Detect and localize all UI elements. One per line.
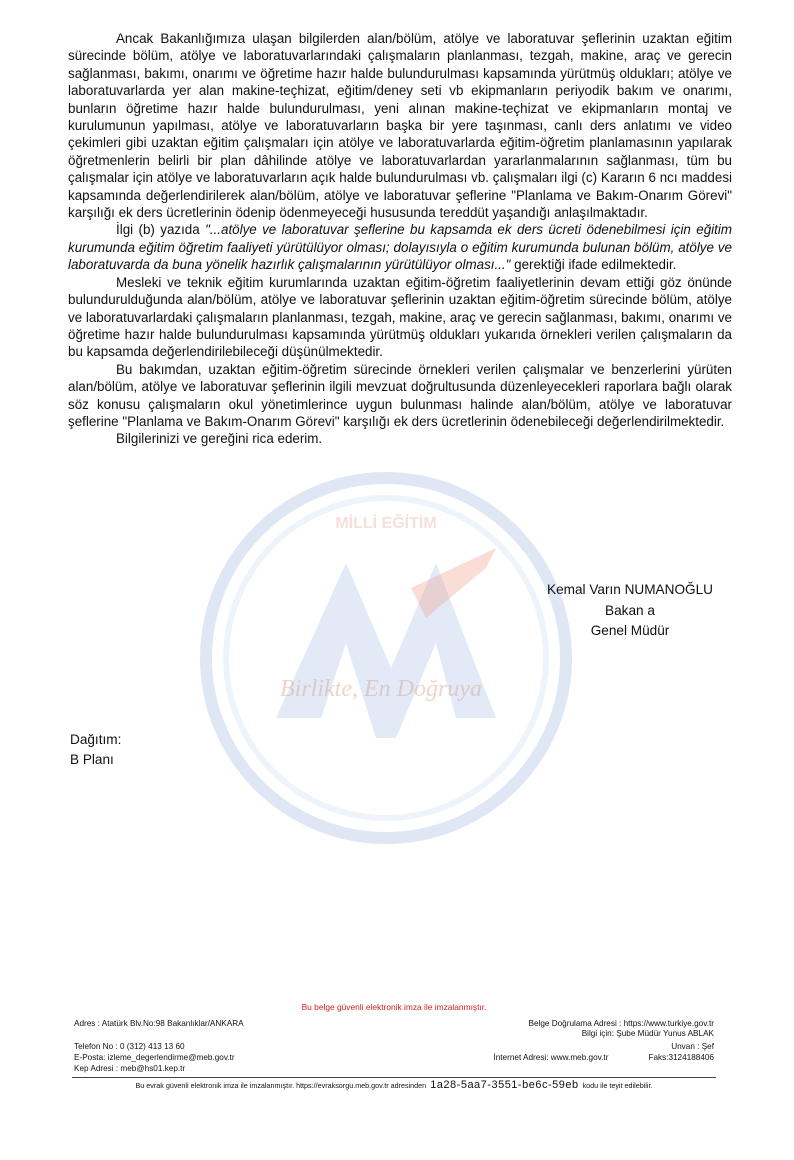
footer-address: Adres : Atatürk Blv.No:98 Bakanlıklar/ANKARA [74,1018,244,1028]
distribution-label: Dağıtım: [70,732,122,747]
e-signature-notice: Bu belge güvenli elektronik imza ile imzalanmıştır. [301,1002,487,1012]
footer-divider [72,1077,716,1078]
verification-prefix: Bu evrak güvenli elektronik imza ile imzalanmıştır. https://evraksorgu.meb.gov.tr adresinden [135,1081,427,1091]
paragraph-2 [68,221,732,273]
closing-line: Bilgilerinizi ve gereğini rica ederim. [116,431,323,447]
verification-suffix: kodu ile teyit edilebilir. [582,1081,653,1091]
watermark-top-text: MİLLİ EĞİTİM [335,515,437,532]
distribution-item: B Planı [70,752,114,767]
signatory-name: Kemal Varın NUMANOĞLU [547,582,713,597]
footer-info-contact: Bilgi için: Şube Müdür Yunus ABLAK [581,1029,714,1039]
watermark-slogan: Birlikte, En Doğruya [280,676,482,702]
paragraph-1: Ancak Bakanlığımıza ulaşan bilgilerden alan/bölüm, atölye ve laboratuvar şeflerinin uzaktan eğitim sürecinde bölüm, atölye ve laboratuvarlarındaki çalışmaların planlanması, tezgah, makine, araç ve gerecin sağlanması, bakımı, onarımı ve öğretime hazır halde bulundurulması kapsamında yürütmüş oldukları; atölye ve laboratuvarlarda yer alan makine-teçhizat, eğitim/deney seti vb ekipmanların periyodik bakım ve onarımı, bunların öğretime hazır halde bulundurulması, yeni alınan makine-teçhizat ve ekipmanların montaj ve kurulumunun yapılması, atölye ve laboratuvarların başka bir yere taşınması, canlı ders anlatımı ve video çekimleri gibi uzaktan eğitim çalışmaları için atölye ve laboratuvarlarda eğitim-öğretim planlamasının yapılarak öğretmenlerin belirli bir plan dâhilinde atölye ve laboratuvarlardan yararlanmalarının sağlanması, tüm bu çalışmalar için atölye ve laboratuvarların açık halde bulundurulması vb. çalışmaları ilgi (c) Kararın 6 ncı maddesi kapsamında değerlendirilerek alan/bölüm, atölye ve laboratuvar şeflerine "Planlama ve Bakım-Onarım Görevi" karşılığı ek ders ücretlerinin ödenip ödenmeyeceği hususunda tereddüt yaşandığı anlaşılmaktadır. [68,31,732,221]
footer-verification-line [74,1080,714,1092]
footer-website[interactable]: İnternet Adresi: www.meb.gov.tr [493,1052,609,1062]
footer-fax: Faks:3124188406 [648,1052,714,1062]
paragraph-3: Mesleki ve teknik eğitim kurumlarında uzaktan eğitim-öğretim faaliyetlerinin devam ettiği göz önünde bulundurulduğunda alan/bölüm, atölye ve laboratuvar şeflerinin uzaktan eğitim-öğretim sürecinde bölüm, atölye ve laboratuvarlardaki çalışmaların planlanması, tezgah, makine, araç ve gerecin sağlanması, bakımı, onarımı ve öğretime hazır halde bulundurulması kapsamında yürütmüş oldukları yukarıda örnekleri verilen çalışmaların da bu kapsamda değerlendirilebileceği düşünülmektedir. [68,274,732,360]
paragraph-2-suffix: gerektiği ifade edilmektedir. [510,257,677,273]
signatory-title: Genel Müdür [590,623,670,638]
paragraph-2-prefix: İlgi (b) yazıda [116,222,206,238]
paragraph-4: Bu bakımdan, uzaktan eğitim-öğretim sürecinde örnekleri verilen çalışmalar ve benzerlerini yürüten alan/bölüm, atölye ve laboratuvar şeflerinin ilgili mevzuat doğrultusunda düzenleyecekleri raporlara bağlı olarak söz konusu çalışmaların okul yönetimlerince uygun bulunması halinde alan/bölüm, atölye ve laboratuvar şeflerine "Planlama ve Bakım-Onarım Görevi" karşılığı ek ders ücretlerinin ödenebileceği değerlendirilmektedir. [68,361,732,429]
signature-block [520,580,740,642]
footer-verification-address[interactable]: Belge Doğrulama Adresi : https://www.turkiye.gov.tr [528,1018,714,1028]
footer-email[interactable]: E-Posta: izleme_degerlendirme@meb.gov.tr [74,1052,235,1062]
ministry-watermark-logo [196,468,576,848]
signatory-line-2: Bakan a [605,602,655,618]
verification-code: 1a28-5aa7-3551-be6c-59eb [430,1079,579,1092]
letter-body [68,30,732,448]
footer-title: Unvan : Şef [671,1041,714,1051]
footer-kep: Kep Adresi : meb@hs01.kep.tr [74,1063,186,1073]
paragraph-2-quote: "...atölye ve laboratuvar şeflerine bu kapsamda ek ders ücreti ödenebilmesi için eğitim kurumunda eğitim öğretim faaliyeti yürütülüyor olması; dolayısıyla o eğitim kurumunda bulunan bölüm, atölye ve laboratuvarda da buna yönelik hazırlık çalışmalarının yürütülüyor olması..." [68,222,732,273]
document-footer [74,1002,714,1092]
footer-phone: Telefon No : 0 (312) 413 13 60 [74,1042,185,1052]
distribution-block [70,730,121,770]
